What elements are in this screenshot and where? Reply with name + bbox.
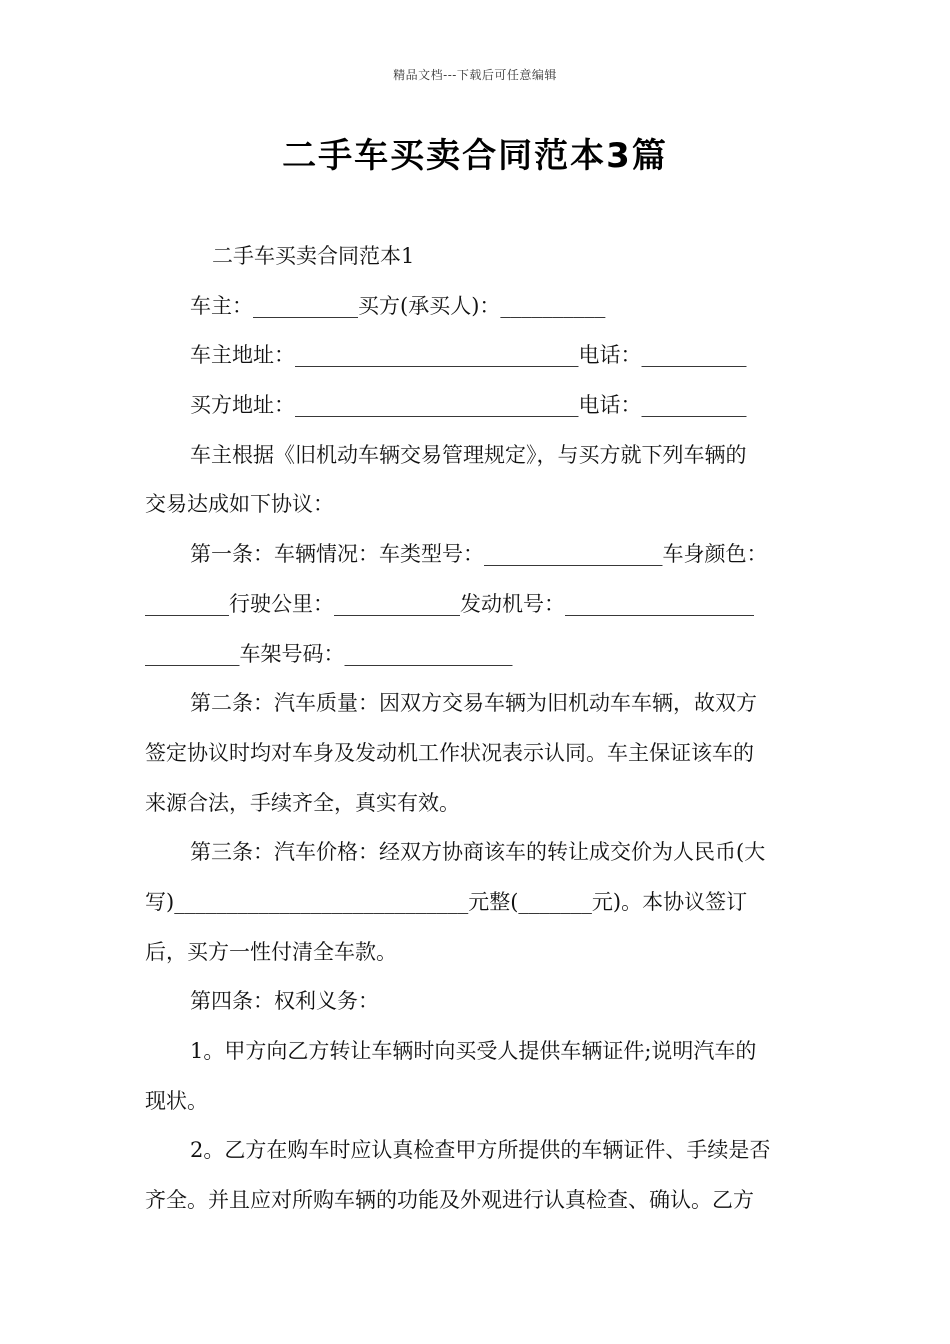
article-1-line: ________行驶公里：____________发动机号：__________________ xyxy=(145,591,754,616)
article-2-line: 来源合法，手续齐全，真实有效。 xyxy=(145,790,460,815)
document-body xyxy=(145,232,810,1226)
article-1-line: _________车架号码：________________ xyxy=(145,641,513,666)
article-2-line: 签定协议时均对车身及发动机工作状况表示认同。车主保证该车的 xyxy=(145,740,754,765)
header-note: 精品文档---下载后可任意编辑 xyxy=(393,68,557,82)
paragraph-line: 车主根据《旧机动车辆交易管理规定》，与买方就下列车辆的 xyxy=(190,442,747,467)
owner-address-line: 车主地址：___________________________电话：__________ xyxy=(190,343,747,368)
article-2-line: 第二条：汽车质量：因双方交易车辆为旧机动车车辆，故双方 xyxy=(190,691,757,716)
clause-2-line: 2。乙方在购车时应认真检查甲方所提供的车辆证件、手续是否 xyxy=(190,1138,771,1163)
clause-2-line: 齐全。并且应对所购车辆的功能及外观进行认真检查、确认。乙方 xyxy=(145,1188,754,1213)
article-3-line: 写)____________________________元整(_______元)。本协议签订 xyxy=(145,889,748,914)
paragraph-line: 交易达成如下协议： xyxy=(145,492,334,517)
article-3-line: 第三条：汽车价格：经双方协商该车的转让成交价为人民币(大 xyxy=(190,840,766,865)
article-3-line: 后，买方一性付清全车款。 xyxy=(145,939,397,964)
section-heading: 二手车买卖合同范本1 xyxy=(212,244,415,268)
article-4-heading: 第四条：权利义务： xyxy=(190,989,379,1014)
article-1-line: 第一条：车辆情况：车类型号：_________________车身颜色： xyxy=(190,542,768,567)
buyer-address-line: 买方地址：___________________________电话：__________ xyxy=(190,393,747,418)
clause-1-line: 1。甲方向乙方转让车辆时向买受人提供车辆证件;说明汽车的 xyxy=(190,1039,757,1063)
clause-1-line: 现状。 xyxy=(145,1088,208,1113)
owner-buyer-line: 车主：__________买方(承买人)：__________ xyxy=(190,293,606,318)
document-title: 二手车买卖合同范本3篇 xyxy=(282,136,668,176)
